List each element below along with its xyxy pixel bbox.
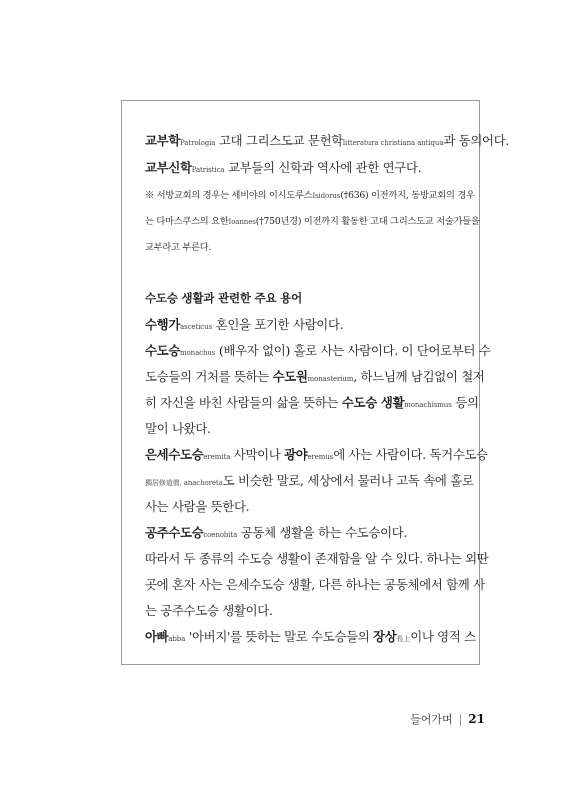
latin-term: eremus: [307, 453, 334, 461]
term: 수도승: [145, 343, 181, 358]
latin-term: asceticus: [180, 323, 213, 331]
latin-term: coenobita: [203, 531, 238, 539]
term: 장상: [373, 629, 397, 644]
definition-text: 고대 그리스도교 문헌학: [215, 133, 343, 148]
page-number: 21: [468, 712, 485, 726]
hanja-term: 長上: [396, 635, 411, 643]
paragraph-line-1: 따라서 두 종류의 수도승 생활이 존재함을 알 수 있다. 하나는 외딴: [145, 551, 489, 566]
definition-text: 사막이나: [230, 447, 285, 462]
definition-hermit-line-1: [145, 449, 488, 461]
latin-term: Ioannes: [228, 218, 256, 226]
latin-term: monasterium: [307, 375, 354, 383]
definition-text: 혼인을 포기한 사람이다.: [212, 317, 344, 332]
term: 은세수도승: [145, 447, 204, 462]
definition-text: 에 사는 사람이다. 독거수도승: [333, 447, 488, 462]
definition-text: (배우자 없이) 홀로 사는 사람이다. 이 단어로부터 수: [215, 343, 491, 358]
paragraph-line-2: 곳에 혼자 사는 은세수도승 생활, 다른 하나는 공동체에서 함께 사: [145, 577, 485, 592]
note-line-2: [145, 217, 480, 226]
term: 교부학: [145, 133, 181, 148]
definition-hermit-line-2: [145, 475, 474, 487]
footer-separator: |: [458, 713, 463, 726]
term: 수도승 생활: [341, 395, 405, 410]
term: 아빠: [145, 629, 169, 644]
definition-text: 이나 영적 스: [410, 629, 476, 644]
definition-text: 공동체 생활을 하는 수도승이다.: [237, 525, 408, 540]
definition-monk-line-3: [145, 397, 479, 409]
definition-monk-line-2: [145, 371, 485, 383]
term: 수도원: [272, 369, 308, 384]
note-line-1: [145, 191, 475, 200]
latin-term: Isidorus: [312, 192, 341, 200]
definition-text: 과 동의어다.: [443, 133, 510, 148]
note-text: (†750년경) 이전까지 활동한 고대 그리스도교 저술가들을: [255, 216, 480, 227]
definition-cenobite-line-1: [145, 527, 407, 539]
definition-hermit-line-3: 사는 사람을 뜻한다.: [145, 499, 250, 514]
paragraph-line-3: 는 공주수도승 생활이다.: [145, 603, 273, 618]
chapter-title: 들어가며: [410, 713, 453, 726]
section-heading: 수도승 생활과 관련한 주요 용어: [145, 291, 303, 305]
latin-term: Patristica: [191, 166, 225, 174]
definition-text: 교부들의 신학과 역사에 관한 연구다.: [224, 160, 422, 175]
latin-term: abba: [168, 635, 186, 643]
note-text: 는 다마스쿠스의 요한: [145, 216, 229, 227]
note-text: ※ 서방교회의 경우는 세비야의 이시도루스: [145, 190, 313, 201]
definition-text: '아버지'를 뜻하는 말로 수도승들의: [185, 629, 374, 644]
definition-patristics: [145, 162, 421, 174]
definition-text: , 하느님께 남김없이 철저: [353, 369, 485, 384]
note-text: (†636) 이전까지, 동방교회의 경우: [340, 190, 475, 201]
definition-abba: [145, 631, 476, 643]
definition-text: 히 자신을 바친 사람들의 삶을 뜻하는: [145, 395, 342, 410]
latin-term: litteratura christiana antiqua: [342, 139, 444, 147]
term: 공주수도승: [145, 525, 204, 540]
page-footer: [410, 711, 485, 727]
term: 광야: [284, 447, 308, 462]
definition-text: 도승들의 거처를 뜻하는: [145, 369, 273, 384]
definition-monk-line-1: [145, 345, 490, 357]
term: 수행가: [145, 317, 181, 332]
definition-ascetic: [145, 319, 343, 331]
latin-term: Patrologia: [180, 139, 216, 147]
note-line-3: 교부라고 부른다.: [145, 242, 212, 253]
latin-term: eremita: [203, 453, 231, 461]
definition-text: 도 비슷한 말로, 세상에서 물러나 고독 속에 홀로: [222, 473, 474, 488]
definition-monk-line-4: 말이 나왔다.: [145, 421, 211, 436]
latin-term: 獨居修道僧, anachoreta: [145, 479, 223, 487]
latin-term: monachismus: [404, 401, 452, 409]
definition-text: 등의: [451, 395, 479, 410]
definition-patrology: [145, 135, 509, 147]
term: 교부신학: [145, 160, 192, 175]
latin-term: monachus: [180, 349, 216, 357]
